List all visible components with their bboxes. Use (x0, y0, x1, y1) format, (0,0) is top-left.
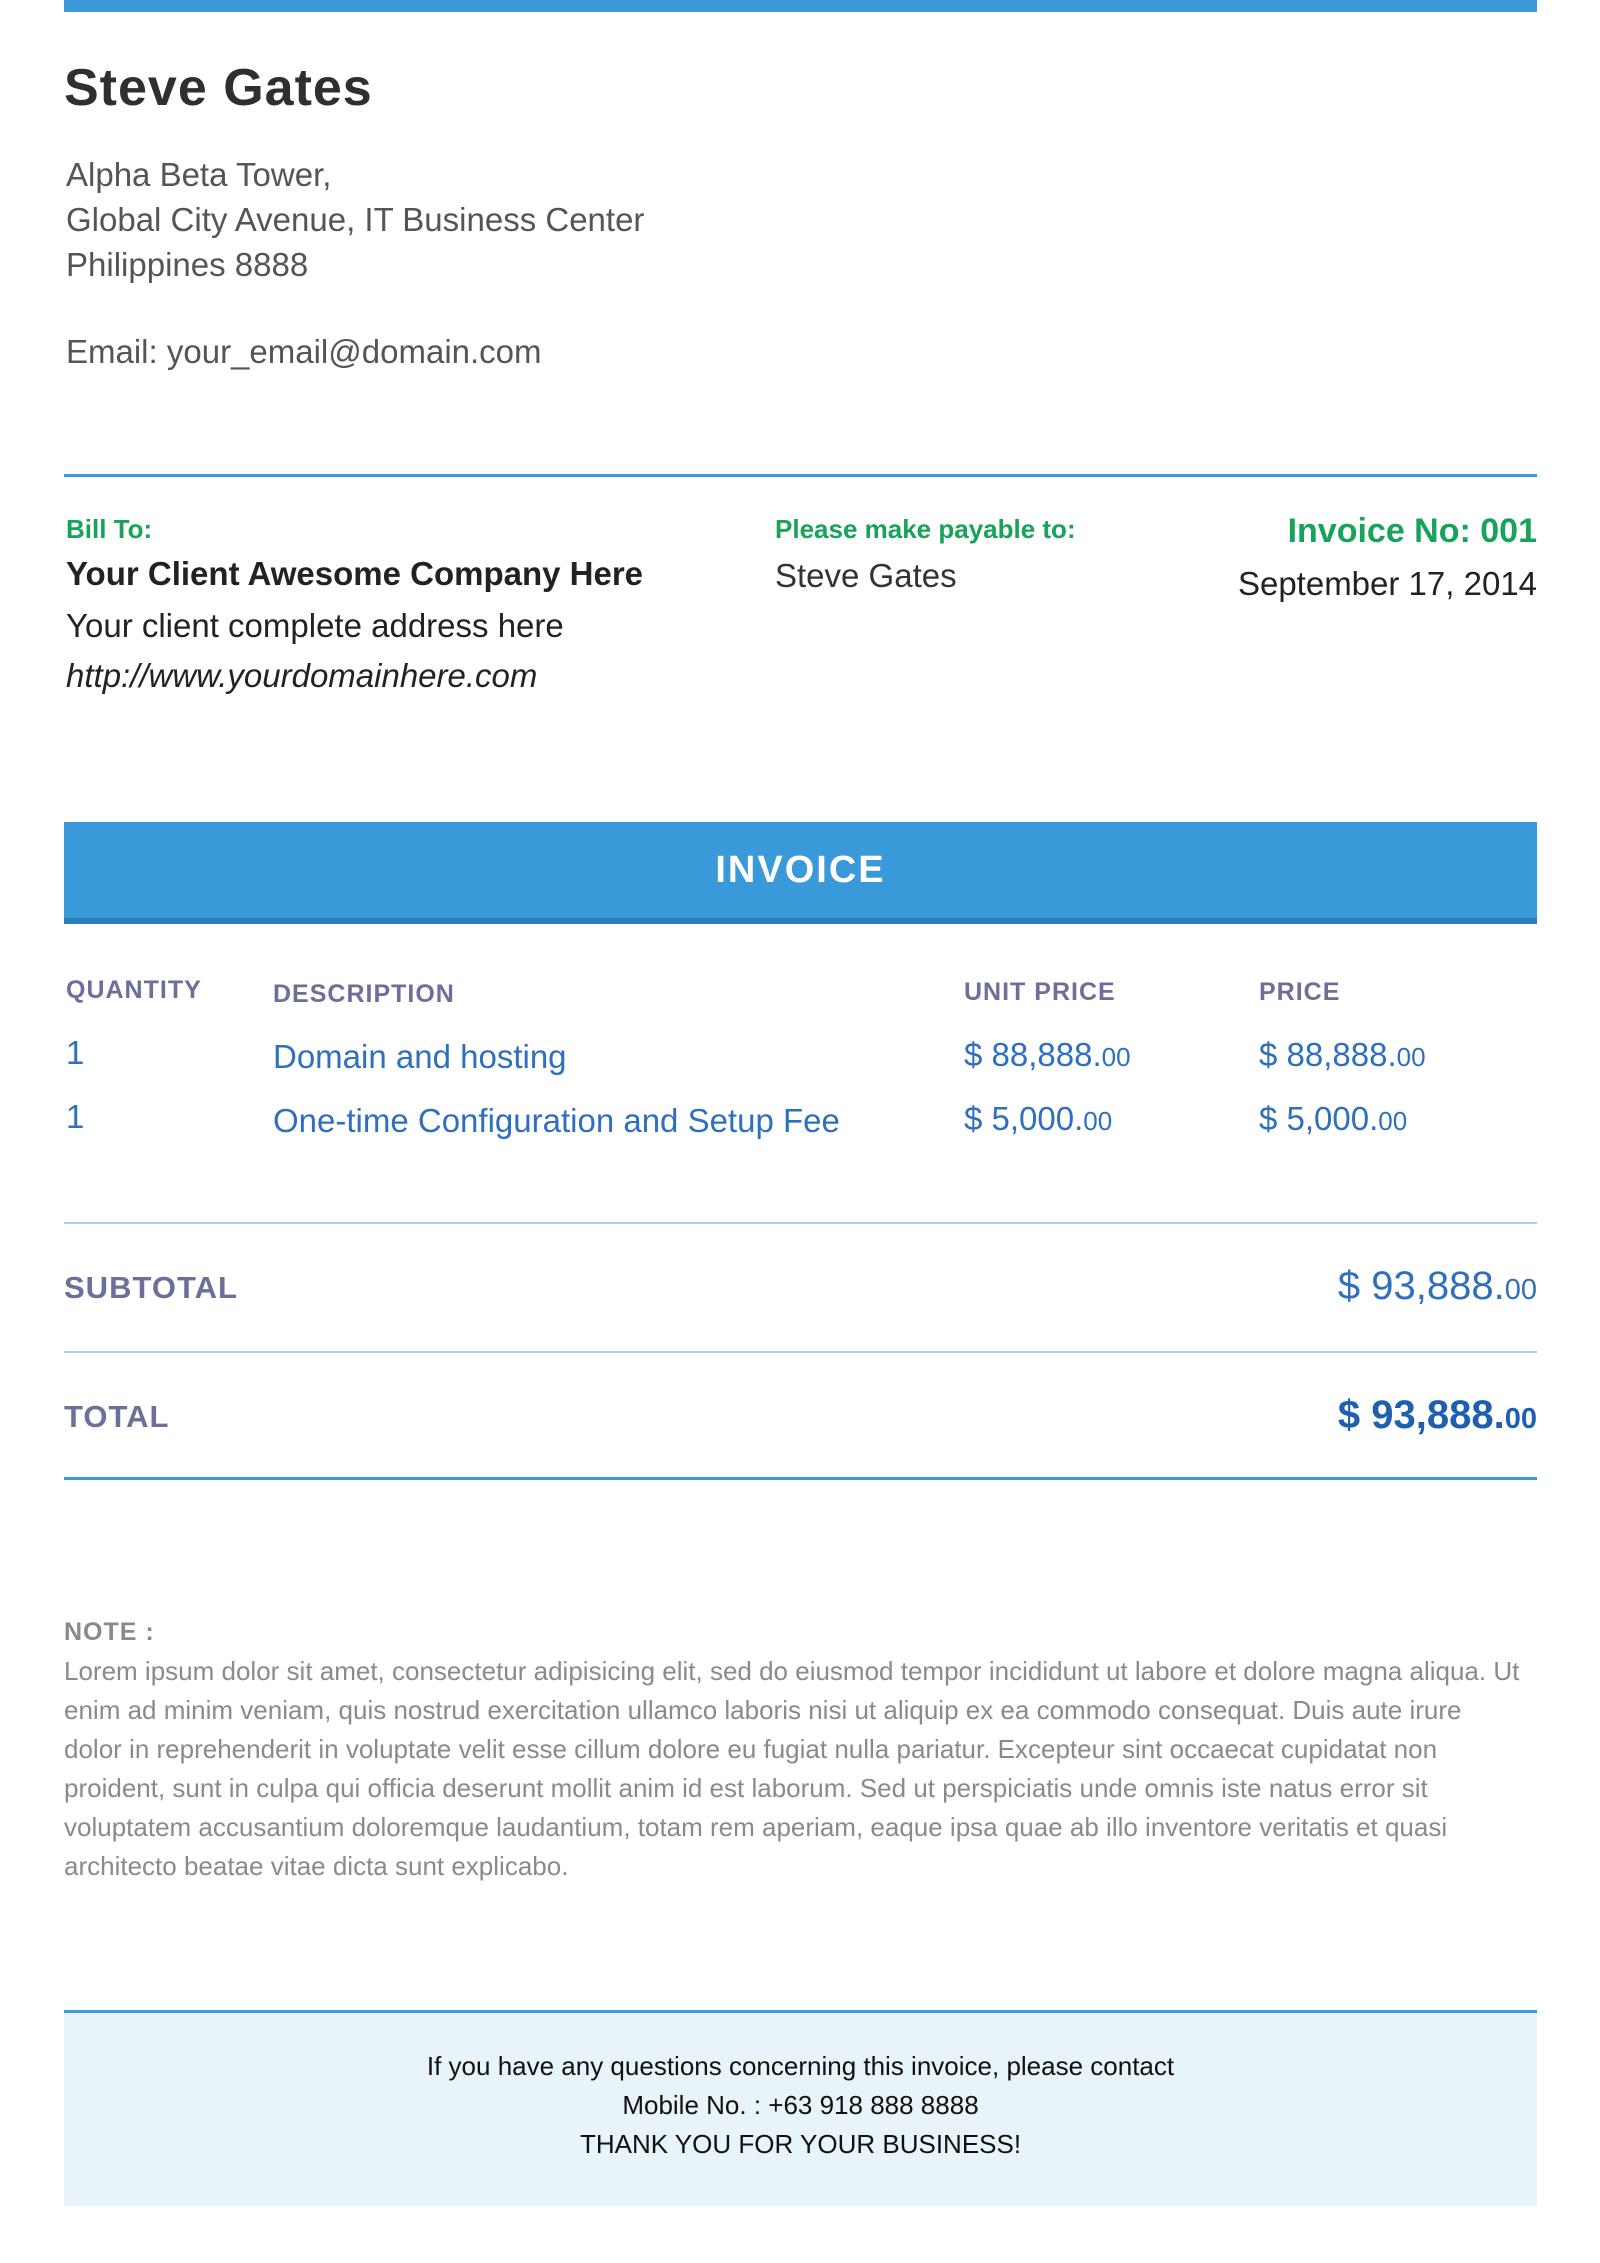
client-address: Your client complete address here (66, 607, 564, 644)
sender-address-line: Alpha Beta Tower, (66, 156, 332, 193)
bill-to-block (66, 514, 726, 695)
cents: 00 (1504, 1403, 1537, 1435)
amount: $ 93,888. (1337, 1264, 1505, 1308)
amount: $ 5,000. (1259, 1100, 1379, 1137)
subtotal-label: SUBTOTAL (64, 1270, 238, 1305)
sender-address (66, 152, 644, 287)
client-url: http://www.yourdomainhere.com (66, 657, 538, 694)
bill-to-label: Bill To: (66, 514, 153, 544)
total-label: TOTAL (64, 1399, 170, 1434)
total-value (1338, 1393, 1537, 1438)
client-name: Your Client Awesome Company Here (66, 555, 644, 592)
email-label: Email: (66, 333, 158, 370)
top-accent-bar (64, 0, 1537, 12)
row-price (1259, 1036, 1426, 1074)
cents: 00 (1083, 1106, 1113, 1136)
subtotal-value (1338, 1264, 1537, 1309)
table-divider (64, 1222, 1537, 1224)
amount: $ 93,888. (1337, 1393, 1505, 1437)
invoice-date: September 17, 2014 (1237, 565, 1537, 602)
sender-address-line: Global City Avenue, IT Business Center (66, 201, 645, 238)
amount: $ 5,000. (964, 1100, 1084, 1137)
amount: $ 88,888. (1259, 1036, 1397, 1073)
payable-label: Please make payable to: (775, 514, 1076, 544)
header-price: PRICE (1259, 978, 1341, 1006)
invoice-banner: INVOICE (64, 822, 1537, 924)
header-unit-price: UNIT PRICE (964, 978, 1116, 1006)
row-unit-price (964, 1100, 1112, 1138)
footer-thanks: THANK YOU FOR YOUR BUSINESS! (579, 2129, 1022, 2159)
sender-email (66, 333, 542, 371)
footer-contact-line: If you have any questions concerning this invoice, please contact (426, 2051, 1175, 2081)
sender-name: Steve Gates (64, 59, 373, 117)
invoice-number: Invoice No: 001 (1287, 512, 1537, 550)
payee-name: Steve Gates (775, 557, 957, 594)
cents: 00 (1101, 1042, 1131, 1072)
footer (64, 2010, 1537, 2206)
invoice-meta (1238, 512, 1537, 603)
total-divider (64, 1477, 1537, 1480)
header-divider (64, 474, 1537, 477)
row-quantity: 1 (66, 1034, 85, 1071)
footer-mobile: Mobile No. : +63 918 888 8888 (622, 2090, 979, 2120)
row-quantity: 1 (66, 1098, 85, 1135)
row-description: One-time Configuration and Setup Fee (273, 1102, 840, 1139)
sender-address-line: Philippines 8888 (66, 246, 309, 283)
cents: 00 (1396, 1042, 1426, 1072)
subtotal-divider (64, 1351, 1537, 1353)
note-text: Lorem ipsum dolor sit amet, consectetur adipisicing elit, sed do eiusmod tempor incididunt ut labore et dolore magna aliqua. Ut enim ad minim veniam, quis nostrud exercitation ullamco laboris nisi ut aliquip ex ea commodo consequat. Duis aute irure dolor in reprehenderit in voluptate velit esse cillum dolore eu fugiat nulla pariatur. Excepteur sint occaecat cupidatat non proident, sunt in culpa qui officia deserunt mollit anim id est laborum. Sed ut perspiciatis unde omnis iste natus error sit voluptatem accusantium doloremque laudantium, totam rem aperiam, eaque ipsa quae ab illo inventore veritatis et quasi architecto beatae vitae dicta sunt explicabo. (64, 1656, 1520, 1881)
header-quantity: QUANTITY (66, 976, 202, 1004)
payable-block (775, 514, 1076, 595)
note-label: NOTE : (64, 1618, 155, 1646)
cents: 00 (1378, 1106, 1408, 1136)
cents: 00 (1504, 1274, 1537, 1306)
row-price (1259, 1100, 1407, 1138)
amount: $ 88,888. (964, 1036, 1102, 1073)
row-description: Domain and hosting (273, 1038, 567, 1075)
row-unit-price (964, 1036, 1131, 1074)
email-value: your_email@domain.com (166, 333, 542, 370)
header-description: DESCRIPTION (273, 980, 455, 1008)
